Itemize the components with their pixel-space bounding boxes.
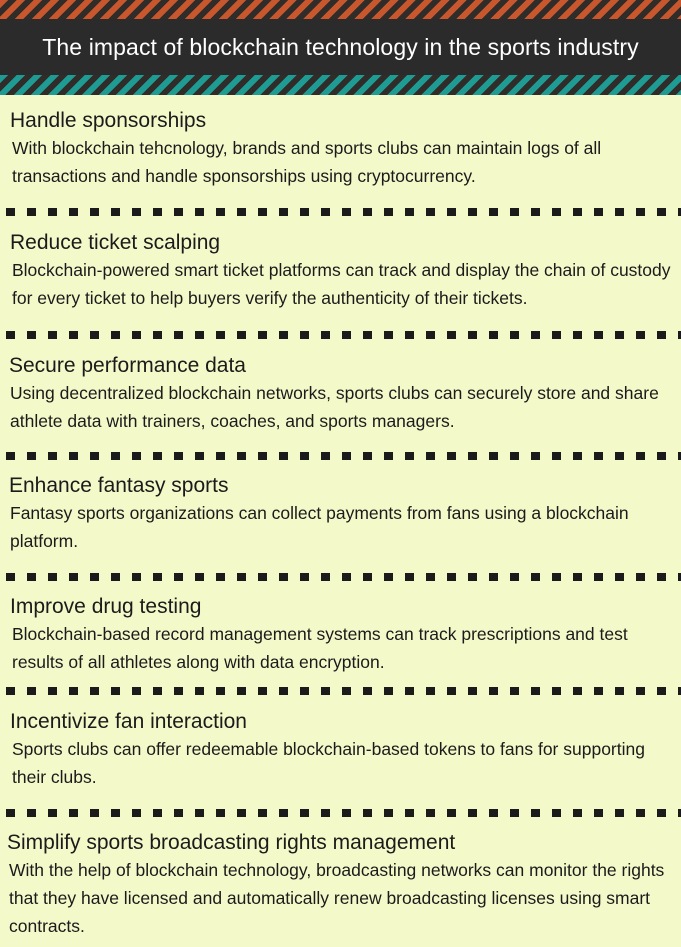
section-body: Blockchain-powered smart ticket platforms can track and display the chain of custody for every ticket to help buyers verify the authenticity of their tickets. xyxy=(12,260,671,308)
section-secure-performance-data xyxy=(0,353,678,435)
section-improve-drug-testing xyxy=(0,594,678,676)
section-heading: Handle sponsorships xyxy=(10,109,207,132)
section-body: Using decentralized blockchain networks, sports clubs can securely store and share athlete data with trainers, coaches, and sports managers. xyxy=(10,383,659,431)
section-heading: Enhance fantasy sports xyxy=(9,474,229,497)
section-body: Fantasy sports organizations can collect payments from fans using a blockchain platform. xyxy=(10,503,629,551)
section-enhance-fantasy-sports xyxy=(0,473,678,555)
section-divider xyxy=(6,452,681,460)
section-heading: Reduce ticket scalping xyxy=(10,231,221,254)
section-incentivize-fan-interaction xyxy=(0,709,678,791)
section-divider xyxy=(6,573,681,581)
section-divider xyxy=(6,208,681,216)
top-decorative-stripe xyxy=(0,0,681,19)
section-heading: Simplify sports broadcasting rights management xyxy=(7,831,456,854)
section-heading: Improve drug testing xyxy=(10,595,202,618)
title-decorative-stripe xyxy=(0,75,681,95)
section-body: Sports clubs can offer redeemable blockchain-based tokens to fans for supporting their clubs. xyxy=(12,739,645,787)
section-body: With blockchain tehcnology, brands and sports clubs can maintain logs of all transactions and handle sponsorships using cryptocurrency. xyxy=(12,138,602,186)
section-body: With the help of blockchain technology, broadcasting networks can monitor the rights that they have licensed and automatically renew broadcasting licenses using smart contracts. xyxy=(9,860,665,936)
section-divider xyxy=(6,687,681,695)
section-divider xyxy=(6,331,681,339)
page-title: The impact of blockchain technology in the sports industry xyxy=(42,33,639,60)
section-reduce-ticket-scalping xyxy=(0,230,678,312)
section-heading: Secure performance data xyxy=(9,354,246,377)
section-simplify-broadcasting-rights xyxy=(0,830,675,940)
section-heading: Incentivize fan interaction xyxy=(10,710,247,733)
section-handle-sponsorships xyxy=(0,108,678,190)
title-bar xyxy=(0,19,681,75)
section-body: Blockchain-based record management systems can track prescriptions and test results of all athletes along with data encryption. xyxy=(12,624,628,672)
section-divider xyxy=(6,809,681,817)
